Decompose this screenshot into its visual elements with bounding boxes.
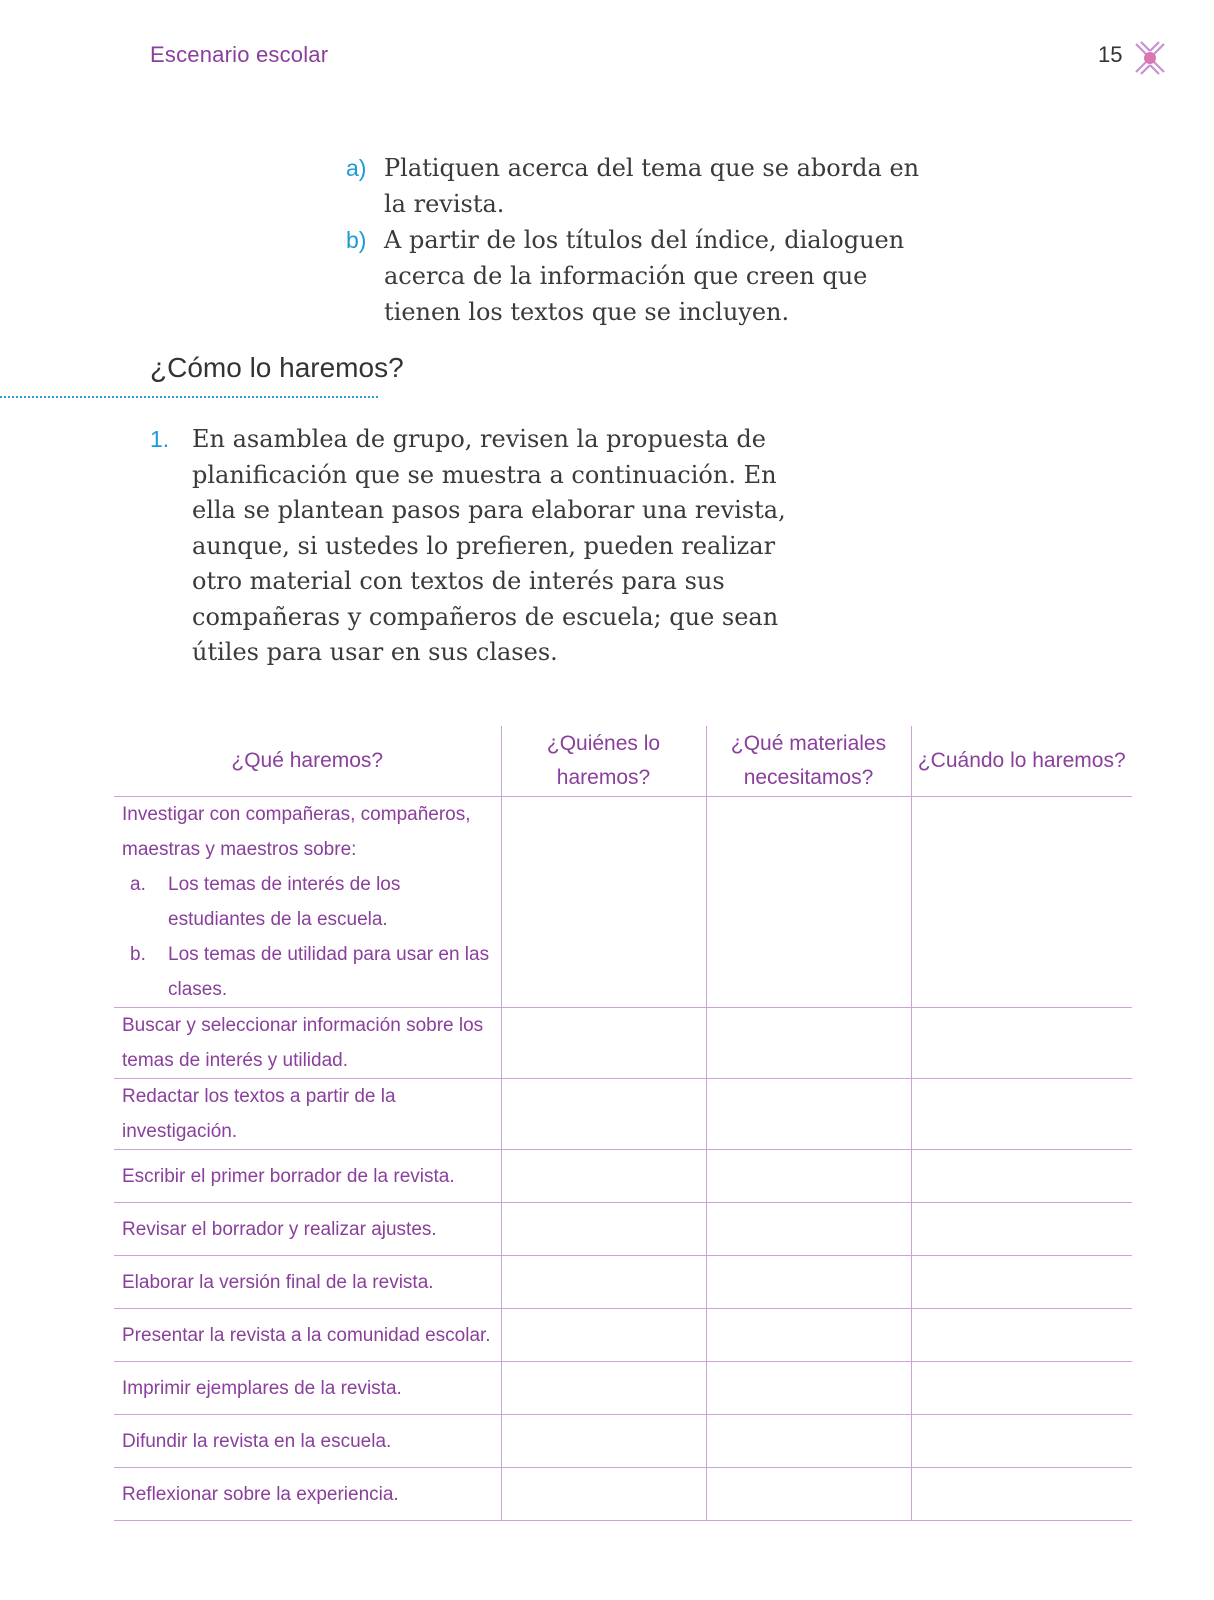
section-heading: ¿Cómo lo haremos? <box>150 352 404 383</box>
table-row <box>114 797 1132 1008</box>
materials-cell[interactable] <box>706 1203 911 1256</box>
who-cell[interactable] <box>501 1415 706 1468</box>
column-header-what: ¿Qué haremos? <box>114 726 501 797</box>
when-cell[interactable] <box>911 1362 1132 1415</box>
who-cell[interactable] <box>501 1362 706 1415</box>
table-row <box>114 1468 1132 1521</box>
materials-cell[interactable] <box>706 1468 911 1521</box>
activity-cell: Elaborar la versión final de la revista. <box>114 1256 501 1309</box>
dotted-divider <box>0 396 378 398</box>
materials-cell[interactable] <box>706 1362 911 1415</box>
activity-cell: Revisar el borrador y realizar ajustes. <box>114 1203 501 1256</box>
activity-subitem <box>122 867 493 937</box>
item-number: 1. <box>150 426 170 452</box>
sublist-marker: b) <box>346 227 367 253</box>
who-cell[interactable] <box>501 1079 706 1150</box>
sublist-text: Platiquen acerca del tema que se aborda en la revista. <box>384 154 920 218</box>
column-header-materials: ¿Qué materiales necesitamos? <box>706 726 911 797</box>
when-cell[interactable] <box>911 1008 1132 1079</box>
when-cell[interactable] <box>911 1150 1132 1203</box>
materials-cell[interactable] <box>706 797 911 1008</box>
activity-cell <box>114 797 501 1008</box>
activity-cell: Escribir el primer borrador de la revista. <box>114 1150 501 1203</box>
activity-cell: Redactar los textos a partir de la investigación. <box>114 1079 501 1150</box>
planning-table <box>114 726 1132 1521</box>
table-row <box>114 1203 1132 1256</box>
table-row <box>114 1008 1132 1079</box>
sublist-item <box>346 150 946 222</box>
materials-cell[interactable] <box>706 1079 911 1150</box>
numbered-instruction <box>150 422 790 671</box>
sublist-item <box>346 222 946 330</box>
who-cell[interactable] <box>501 1008 706 1079</box>
who-cell[interactable] <box>501 1150 706 1203</box>
activity-cell: Buscar y seleccionar información sobre los temas de interés y utilidad. <box>114 1008 501 1079</box>
activity-cell: Reflexionar sobre la experiencia. <box>114 1468 501 1521</box>
page-number: 15 <box>1098 42 1123 67</box>
materials-cell[interactable] <box>706 1415 911 1468</box>
subitem-text: Los temas de utilidad para usar en las clases. <box>168 944 490 1000</box>
who-cell[interactable] <box>501 1203 706 1256</box>
subitem-text: Los temas de interés de los estudiantes de la escuela. <box>168 874 401 930</box>
when-cell[interactable] <box>911 1256 1132 1309</box>
when-cell[interactable] <box>911 1309 1132 1362</box>
table-row <box>114 1309 1132 1362</box>
who-cell[interactable] <box>501 1309 706 1362</box>
materials-cell[interactable] <box>706 1309 911 1362</box>
activity-cell: Presentar la revista a la comunidad escolar. <box>114 1309 501 1362</box>
activity-subitem <box>122 937 493 1007</box>
subitem-marker: b. <box>130 944 146 965</box>
materials-cell[interactable] <box>706 1150 911 1203</box>
who-cell[interactable] <box>501 1468 706 1521</box>
when-cell[interactable] <box>911 1079 1132 1150</box>
section-title: Escenario escolar <box>150 42 329 67</box>
item-text: En asamblea de grupo, revisen la propuesta de planificación que se muestra a continuación. En ella se plantean pasos para elaborar una revista, aunque, si ustedes lo prefieren, pueden realizar otro material con textos de interés para sus compañeras y compañeros de escuela; que sean útiles para usar en sus clases. <box>192 425 786 666</box>
when-cell[interactable] <box>911 1415 1132 1468</box>
activity-cell: Difundir la revista en la escuela. <box>114 1415 501 1468</box>
who-cell[interactable] <box>501 797 706 1008</box>
column-header-when: ¿Cuándo lo haremos? <box>911 726 1132 797</box>
table-row <box>114 1256 1132 1309</box>
table-row <box>114 1150 1132 1203</box>
asterisk-ornament-icon <box>1130 38 1170 78</box>
table-header-row <box>114 726 1132 797</box>
activity-intro: Investigar con compañeras, compañeros, maestras y maestros sobre: <box>122 804 471 860</box>
materials-cell[interactable] <box>706 1008 911 1079</box>
who-cell[interactable] <box>501 1256 706 1309</box>
when-cell[interactable] <box>911 1203 1132 1256</box>
table-row <box>114 1362 1132 1415</box>
when-cell[interactable] <box>911 1468 1132 1521</box>
activity-cell: Imprimir ejemplares de la revista. <box>114 1362 501 1415</box>
column-header-who: ¿Quiénes lo haremos? <box>501 726 706 797</box>
sublist-marker: a) <box>346 155 367 181</box>
materials-cell[interactable] <box>706 1256 911 1309</box>
when-cell[interactable] <box>911 797 1132 1008</box>
subitem-marker: a. <box>130 874 146 895</box>
table-row <box>114 1415 1132 1468</box>
discussion-sublist <box>346 150 946 330</box>
table-row <box>114 1079 1132 1150</box>
sublist-text: A partir de los títulos del índice, dialoguen acerca de la información que creen que tienen los textos que se incluyen. <box>384 226 905 326</box>
